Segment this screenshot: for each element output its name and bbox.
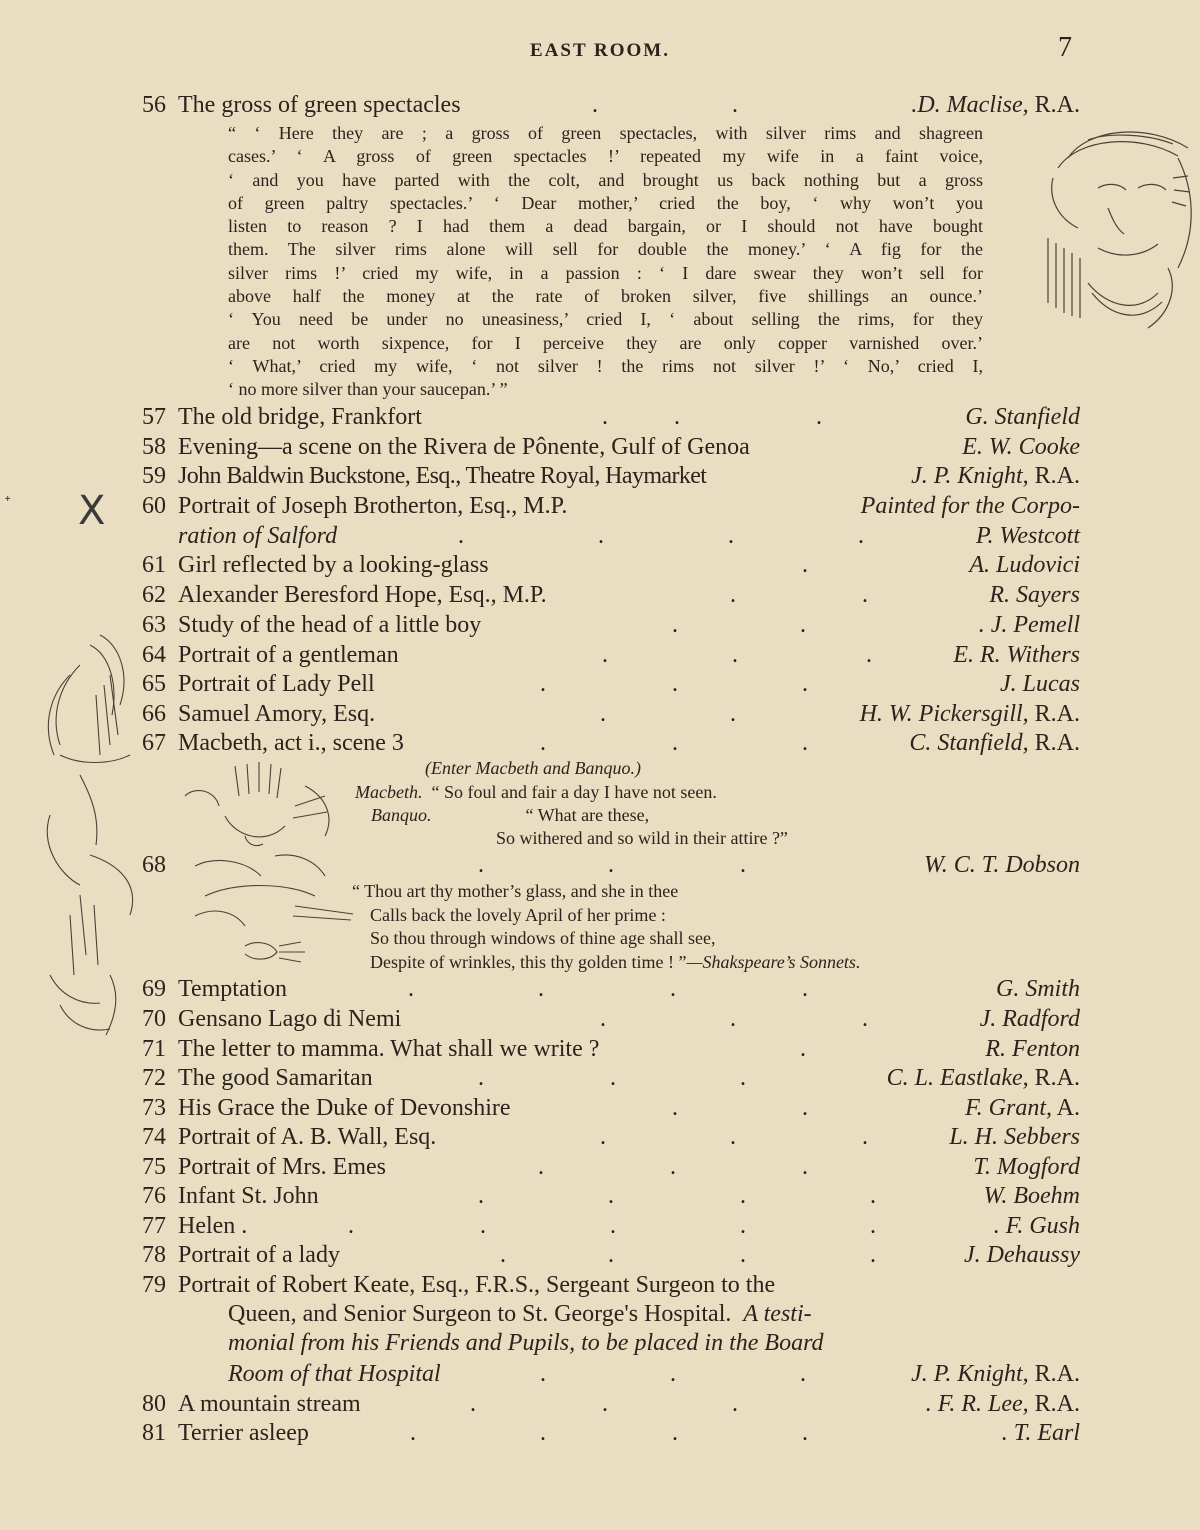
leader-dot: . <box>802 1095 808 1121</box>
entry-title: Evening—a scene on the Rivera de Pônente, Gulf of Genoa <box>178 434 750 460</box>
entry-title: Infant St. John <box>178 1183 319 1209</box>
entry-79-line-2 <box>228 1300 812 1330</box>
macbeth-dialogue <box>355 781 788 850</box>
leader-dot: . <box>730 701 736 727</box>
leader-dot: . <box>730 1006 736 1032</box>
entry-75 <box>130 1152 1080 1182</box>
leader-dot: . <box>740 1213 746 1239</box>
entry-58 <box>130 432 1080 462</box>
leader-dot: . <box>740 852 746 878</box>
leader-dot: . <box>600 1006 606 1032</box>
entry-note: Room of that Hospital <box>228 1361 441 1387</box>
leader-dot: . <box>816 404 822 430</box>
leader-dot: . <box>348 1213 354 1239</box>
leader-dot: . <box>802 552 808 578</box>
entry-title: Portrait of Mrs. Emes <box>178 1154 386 1180</box>
entry-number: 63 <box>142 612 166 638</box>
entry-number: 71 <box>142 1036 166 1062</box>
entry-number: 72 <box>142 1065 166 1091</box>
leader-dot: . <box>602 404 608 430</box>
entry-number: 66 <box>142 701 166 727</box>
leader-dot: . <box>410 1420 416 1446</box>
entry-63 <box>130 610 1080 640</box>
entry-79 <box>130 1270 1080 1300</box>
leader-dot: . <box>478 852 484 878</box>
entry-artist: H. W. Pickersgill, R.A. <box>859 701 1080 727</box>
leader-dot: . <box>802 1154 808 1180</box>
entry-69 <box>130 974 1080 1004</box>
entry-artist: . T. Earl <box>1001 1420 1080 1446</box>
leader-dot: . <box>600 701 606 727</box>
entry-title: Portrait of a gentleman <box>178 642 399 668</box>
entry-number: 76 <box>142 1183 166 1209</box>
entry-title: The old bridge, Frankfort <box>178 404 422 430</box>
entry-56 <box>130 90 1080 120</box>
handwritten-x-mark: X <box>78 488 106 534</box>
leader-dot: . <box>458 523 464 549</box>
entry-artist: E. W. Cooke <box>962 434 1080 460</box>
quote-line: them. The silver rims alone will sell for double the money.’ ‘ A fig for the <box>228 239 983 260</box>
pencil-sketch-figure-icon <box>20 615 160 1045</box>
leader-dot: . <box>862 1124 868 1150</box>
entry-artist: R. Fenton <box>985 1036 1080 1062</box>
quote-line: are not worth sixpence, for I perceive they are only copper varnished over.’ <box>228 332 983 353</box>
entry-number: 69 <box>142 976 166 1002</box>
leader-dot: . <box>858 523 864 549</box>
leader-dot: . <box>870 1213 876 1239</box>
entry-artist: E. R. Withers <box>953 642 1080 668</box>
entry-80 <box>130 1389 1080 1419</box>
entry-artist: J. Radford <box>979 1006 1080 1032</box>
entry-artist: . F. Gush <box>993 1213 1080 1239</box>
entry-artist: . J. Pemell <box>978 612 1080 638</box>
entry-title: Terrier asleep <box>178 1420 309 1446</box>
entry-title: Gensano Lago di Nemi <box>178 1006 402 1032</box>
speaker-macbeth: Macbeth. <box>355 782 423 802</box>
entry-title: Macbeth, act i., scene 3 <box>178 730 404 756</box>
entry-number: 60 <box>142 493 166 519</box>
entry-74 <box>130 1122 1080 1152</box>
entry-number: 79 <box>142 1272 166 1298</box>
leader-dot: . <box>500 1242 506 1268</box>
entry-title: His Grace the Duke of Devonshire <box>178 1095 511 1121</box>
entry-artist: J. Lucas <box>1000 671 1080 697</box>
entry-artist: J. P. Knight, R.A. <box>911 1361 1080 1387</box>
margin-tick-mark: ᐩ <box>4 492 12 512</box>
entry-title: The gross of green spectacles <box>178 92 461 118</box>
leader-dot: . <box>670 1361 676 1387</box>
leader-dot: . <box>602 1391 608 1417</box>
entry-61 <box>130 550 1080 580</box>
entry-71 <box>130 1034 1080 1064</box>
dialogue-line: “ What are these, <box>525 805 650 825</box>
leader-dot: . <box>592 92 598 118</box>
entry-number: 64 <box>142 642 166 668</box>
leader-dot: . <box>866 642 872 668</box>
entry-78 <box>130 1240 1080 1270</box>
entry-number: 74 <box>142 1124 166 1150</box>
entry-title-continued: Queen, and Senior Surgeon to St. George's Hospital. <box>228 1301 732 1327</box>
page-number: 7 <box>1058 32 1072 63</box>
entry-title: Alexander Beresford Hope, Esq., M.P. <box>178 582 547 608</box>
leader-dot: . <box>598 523 604 549</box>
entry-72 <box>130 1063 1080 1093</box>
entry-note: Painted for the Corpo- <box>860 493 1080 519</box>
leader-dot: . <box>540 671 546 697</box>
entry-79-line-4 <box>130 1359 1080 1389</box>
entry-title: Portrait of Robert Keate, Esq., F.R.S., Sergeant Surgeon to the <box>178 1272 776 1298</box>
entry-number: 68 <box>142 852 166 878</box>
leader-dot: . <box>672 1095 678 1121</box>
leader-dot: . <box>728 523 734 549</box>
entry-65 <box>130 669 1080 699</box>
page-header: EAST ROOM. <box>529 40 670 61</box>
quote-line: cases.’ ‘ A gross of green spectacles !’ repeated my wife in a faint voice, <box>228 146 983 167</box>
entry-title: Samuel Amory, Esq. <box>178 701 376 727</box>
leader-dot: . <box>480 1213 486 1239</box>
leader-dot: . <box>730 582 736 608</box>
entry-artist: C. L. Eastlake, R.A. <box>886 1065 1080 1091</box>
leader-dot: . <box>672 671 678 697</box>
dialogue-line: “ So foul and fair a day I have not seen. <box>431 782 717 802</box>
entry-artist: R. Sayers <box>989 582 1080 608</box>
pencil-sketch-face-icon <box>1028 118 1200 348</box>
quote-line: silver rims !’ cried my wife, in a passion : ‘ I dare swear they won’t sell for <box>228 262 983 283</box>
entry-artist: .D. Maclise, R.A. <box>911 92 1080 118</box>
entry-59 <box>130 461 1080 491</box>
entry-60 <box>130 491 1080 521</box>
entry-number: 81 <box>142 1420 166 1446</box>
leader-dot: . <box>732 1391 738 1417</box>
leader-dot: . <box>802 730 808 756</box>
entry-67 <box>130 728 1080 758</box>
leader-dot: . <box>740 1065 746 1091</box>
quote-line: ‘ and you have parted with the colt, and brought us back nothing but a gross <box>228 169 983 190</box>
entry-artist: F. Grant, A. <box>965 1095 1080 1121</box>
sonnet-line: “ Thou art thy mother’s glass, and she in thee <box>352 881 679 901</box>
entry-note: A testi- <box>743 1301 812 1327</box>
entry-57 <box>130 402 1080 432</box>
leader-dot: . <box>862 582 868 608</box>
leader-dot: . <box>540 730 546 756</box>
entry-number: 56 <box>142 92 166 118</box>
entry-artist: T. Mogford <box>973 1154 1080 1180</box>
entry-77 <box>130 1211 1080 1241</box>
entry-artist: W. Boehm <box>983 1183 1080 1209</box>
sonnet-line: Calls back the lovely April of her prime : <box>370 904 666 925</box>
leader-dot: . <box>670 1154 676 1180</box>
entry-artist: C. Stanfield, R.A. <box>909 730 1080 756</box>
leader-dot: . <box>740 1183 746 1209</box>
leader-dot: . <box>800 1036 806 1062</box>
pencil-sketch-macbeth-icon <box>175 756 355 971</box>
entry-number: 73 <box>142 1095 166 1121</box>
leader-dot: . <box>802 1420 808 1446</box>
entry-artist: J. P. Knight, R.A. <box>911 463 1080 489</box>
entry-number: 62 <box>142 582 166 608</box>
quote-vicar-of-wakefield <box>228 122 983 402</box>
entry-artist: W. C. T. Dobson <box>923 852 1080 878</box>
entry-artist: . F. R. Lee, R.A. <box>925 1391 1080 1417</box>
entry-number: 70 <box>142 1006 166 1032</box>
leader-dot: . <box>800 612 806 638</box>
entry-70 <box>130 1004 1080 1034</box>
entry-number: 78 <box>142 1242 166 1268</box>
entry-artist: G. Smith <box>996 976 1080 1002</box>
quote-line: of green paltry spectacles.’ ‘ Dear mother,’ cried the boy, ‘ why won’t you <box>228 192 983 213</box>
entry-title: A mountain stream <box>178 1391 361 1417</box>
entry-66 <box>130 699 1080 729</box>
entry-title: The letter to mamma. What shall we write ? <box>178 1036 600 1062</box>
entry-number: 75 <box>142 1154 166 1180</box>
leader-dot: . <box>862 1006 868 1032</box>
entry-number: 65 <box>142 671 166 697</box>
entry-title: Portrait of A. B. Wall, Esq. <box>178 1124 437 1150</box>
leader-dot: . <box>740 1242 746 1268</box>
quote-line: above half the money at the rate of broken silver, five shillings an ounce.’ <box>228 286 983 307</box>
entry-note: ration of Salford <box>178 523 338 549</box>
quote-line: ‘ You need be under no uneasiness,’ cried I, ‘ about selling the rims, for they <box>228 309 983 330</box>
dialogue-line: So withered and so wild in their attire ?” <box>496 828 788 848</box>
leader-dot: . <box>800 1361 806 1387</box>
entry-title: Helen . <box>178 1213 248 1239</box>
entry-number: 59 <box>142 463 166 489</box>
sonnet-line: So thou through windows of thine age shall see, <box>370 928 716 948</box>
leader-dot: . <box>674 404 680 430</box>
entry-81 <box>130 1418 1080 1448</box>
entry-number: 80 <box>142 1391 166 1417</box>
quote-line: listen to reason ? I had them a dead bargain, or I should not have bought <box>228 216 983 237</box>
stage-direction: (Enter Macbeth and Banquo.) <box>425 758 641 778</box>
leader-dot: . <box>672 730 678 756</box>
entry-title: Girl reflected by a looking-glass <box>178 552 489 578</box>
quote-line: ‘ What,’ cried my wife, ‘ not silver ! the rims not silver !’ ‘ No,’ cried I, <box>228 355 983 376</box>
quote-line: “ ‘ Here they are ; a gross of green spectacles, with silver rims and shagreen <box>228 123 983 143</box>
entry-60-continued <box>130 521 1080 551</box>
leader-dot: . <box>610 1213 616 1239</box>
leader-dot: . <box>600 1124 606 1150</box>
entry-number: 61 <box>142 552 166 578</box>
entry-title: Portrait of a lady <box>178 1242 340 1268</box>
entry-artist: L. H. Sebbers <box>949 1124 1080 1150</box>
leader-dot: . <box>538 976 544 1002</box>
entry-title: John Baldwin Buckstone, Esq., Theatre Royal, Haymarket <box>178 463 707 489</box>
sonnet-quote <box>352 880 860 974</box>
leader-dot: . <box>610 1065 616 1091</box>
entry-artist: P. Westcott <box>975 523 1080 549</box>
leader-dot: . <box>802 671 808 697</box>
entry-number: 77 <box>142 1213 166 1239</box>
leader-dot: . <box>470 1391 476 1417</box>
entry-number: 58 <box>142 434 166 460</box>
leader-dot: . <box>802 976 808 1002</box>
leader-dot: . <box>608 852 614 878</box>
entry-title: Study of the head of a little boy <box>178 612 482 638</box>
leader-dot: . <box>672 612 678 638</box>
leader-dot: . <box>730 1124 736 1150</box>
entry-title: Portrait of Lady Pell <box>178 671 375 697</box>
leader-dot: . <box>670 976 676 1002</box>
entry-title: Temptation <box>178 976 287 1002</box>
sonnet-line: Despite of wrinkles, this thy golden time ! ” <box>370 951 687 972</box>
quote-line: ‘ no more silver than your saucepan.’ ” <box>228 379 508 400</box>
sonnet-source: —Shakspeare’s Sonnets. <box>686 951 861 972</box>
entry-number: 67 <box>142 730 166 756</box>
leader-dot: . <box>732 642 738 668</box>
entry-artist: J. Dehaussy <box>964 1242 1080 1268</box>
entry-62 <box>130 580 1080 610</box>
leader-dot: . <box>870 1183 876 1209</box>
leader-dot: . <box>478 1065 484 1091</box>
leader-dot: . <box>540 1420 546 1446</box>
leader-dot: . <box>538 1154 544 1180</box>
entry-number: 57 <box>142 404 166 430</box>
leader-dot: . <box>478 1183 484 1209</box>
leader-dot: . <box>408 976 414 1002</box>
leader-dot: . <box>608 1183 614 1209</box>
leader-dot: . <box>732 92 738 118</box>
leader-dot: . <box>608 1242 614 1268</box>
leader-dot: . <box>540 1361 546 1387</box>
leader-dot: . <box>672 1420 678 1446</box>
speaker-banquo: Banquo. <box>371 805 432 825</box>
entry-artist: G. Stanfield <box>965 404 1080 430</box>
leader-dot: . <box>602 642 608 668</box>
entry-76 <box>130 1181 1080 1211</box>
entry-79-line-3: monial from his Friends and Pupils, to be placed in the Board <box>228 1330 824 1356</box>
entry-64 <box>130 640 1080 670</box>
entry-title: Portrait of Joseph Brotherton, Esq., M.P. <box>178 493 568 519</box>
entry-73 <box>130 1093 1080 1123</box>
entry-title: The good Samaritan <box>178 1065 373 1091</box>
leader-dot: . <box>870 1242 876 1268</box>
entry-artist: A. Ludovici <box>969 552 1080 578</box>
